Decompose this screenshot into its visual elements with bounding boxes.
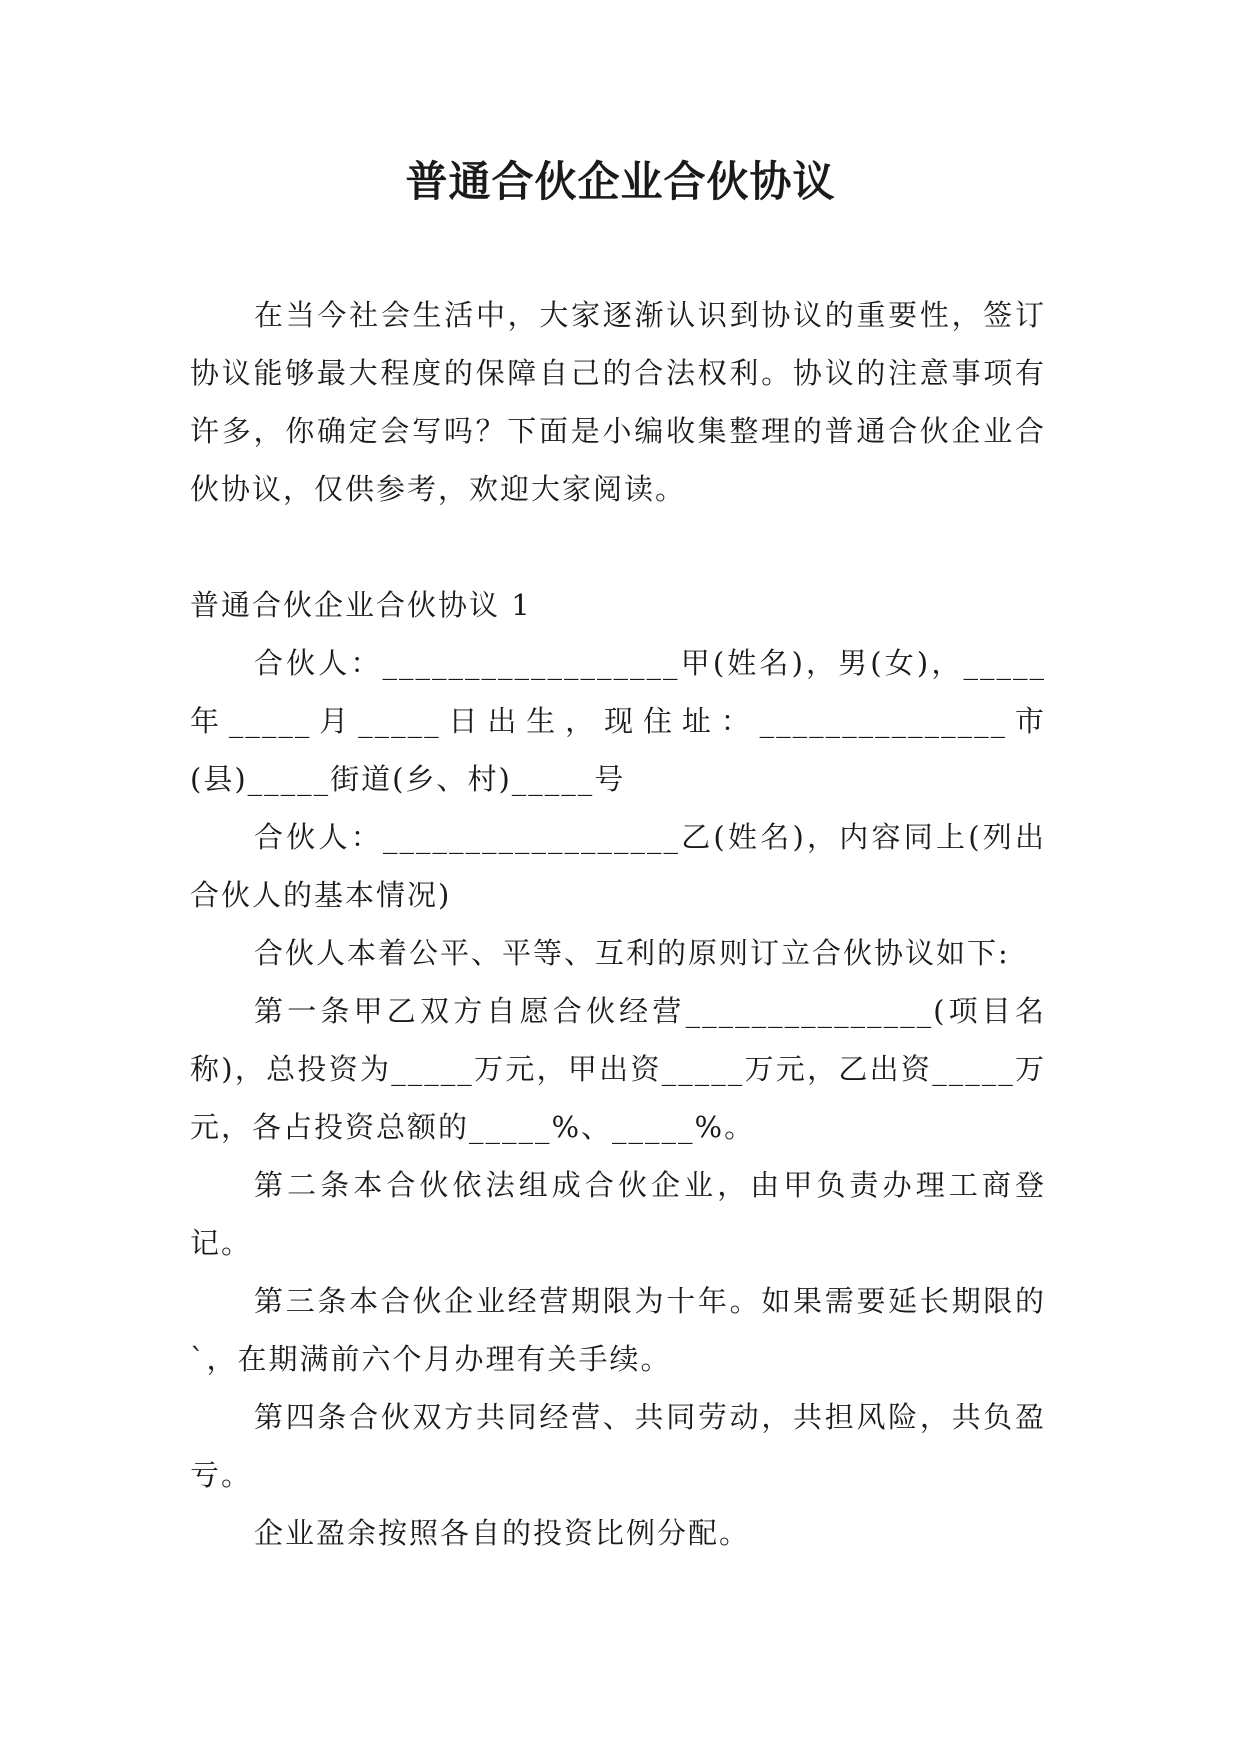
principle-paragraph: 合伙人本着公平、平等、互利的原则订立合伙协议如下: <box>254 936 1010 970</box>
article-3-paragraph: 第三条本合伙企业经营期限为十年。如果需要延长期限的`，在期满前六个月办理有关手续。 <box>190 1284 1046 1376</box>
article-1-paragraph: 第一条甲乙双方自愿合伙经营_______________(项目名称)，总投资为_____万元，甲出资_____万元，乙出资_____万元，各占投资总额的_____%、_____%。 <box>190 994 1046 1144</box>
article-4-paragraph: 第四条合伙双方共同经营、共同劳动，共担风险，共负盈亏。 <box>190 1400 1046 1492</box>
document-title: 普通合伙企业合伙协议 <box>405 157 836 206</box>
partner-b-paragraph: 合伙人：__________________乙(姓名)，内容同上(列出合伙人的基本情况) <box>190 820 1046 912</box>
document-body <box>190 286 1046 1562</box>
profit-distribution-paragraph: 企业盈余按照各自的投资比例分配。 <box>254 1516 751 1550</box>
intro-paragraph: 在当今社会生活中，大家逐渐认识到协议的重要性，签订协议能够最大程度的保障自己的合法权利。协议的注意事项有许多，你确定会写吗？下面是小编收集整理的普通合伙企业合伙协议，仅供参考，欢迎大家阅读。 <box>190 298 1046 506</box>
section-heading: 普通合伙企业合伙协议 1 <box>190 588 532 622</box>
partner-a-paragraph: 合伙人：__________________甲(姓名)，男(女)，_____年_____月_____日出生，现住址：_______________市(县)_____街道(乡、村)_____号 <box>190 646 1046 796</box>
article-2-paragraph: 第二条本合伙依法组成合伙企业，由甲负责办理工商登记。 <box>190 1168 1046 1260</box>
